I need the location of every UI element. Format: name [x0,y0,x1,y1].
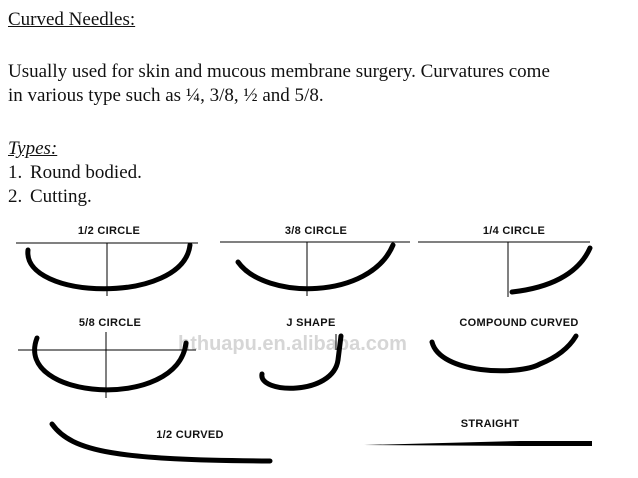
needle-five-eighths-circle [18,317,196,398]
shape-label: 5/8 CIRCLE [78,317,142,329]
shape-label: J SHAPE [286,317,336,329]
shape-label: 3/8 CIRCLE [284,225,348,237]
needle-half-circle [16,225,198,296]
type-number: 1. [8,162,23,183]
needle-three-eighths-circle [220,225,410,296]
shape-label: STRAIGHT [460,418,520,430]
needle-curve [35,338,186,390]
shape-label: 1/4 CIRCLE [482,225,546,237]
needle-quarter-circle [418,225,590,297]
needle-straight [364,418,592,446]
shape-label: 1/2 CIRCLE [77,225,141,237]
needle-curve [512,248,590,292]
needle-compound-curved [432,317,579,371]
type-label: Round bodied. [30,162,142,183]
types-heading: Types: [8,138,58,159]
needle-curve [432,336,576,371]
needle-curve [28,245,190,289]
shape-label: 1/2 CURVED [156,429,224,441]
needle-curve [364,441,592,446]
shape-label: COMPOUND CURVED [459,317,579,329]
type-label: Cutting. [30,186,92,207]
needle-curve [238,245,393,289]
needle-half-curved [52,424,270,461]
description-line-2: in various type such as ¼, 3/8, ½ and 5/8. [8,85,324,106]
watermark: hthuapu.en.alibaba.com [178,333,407,355]
description-line-1: Usually used for skin and mucous membrane surgery. Curvatures come [8,61,550,82]
type-number: 2. [8,186,23,207]
page-title: Curved Needles: [8,9,136,30]
